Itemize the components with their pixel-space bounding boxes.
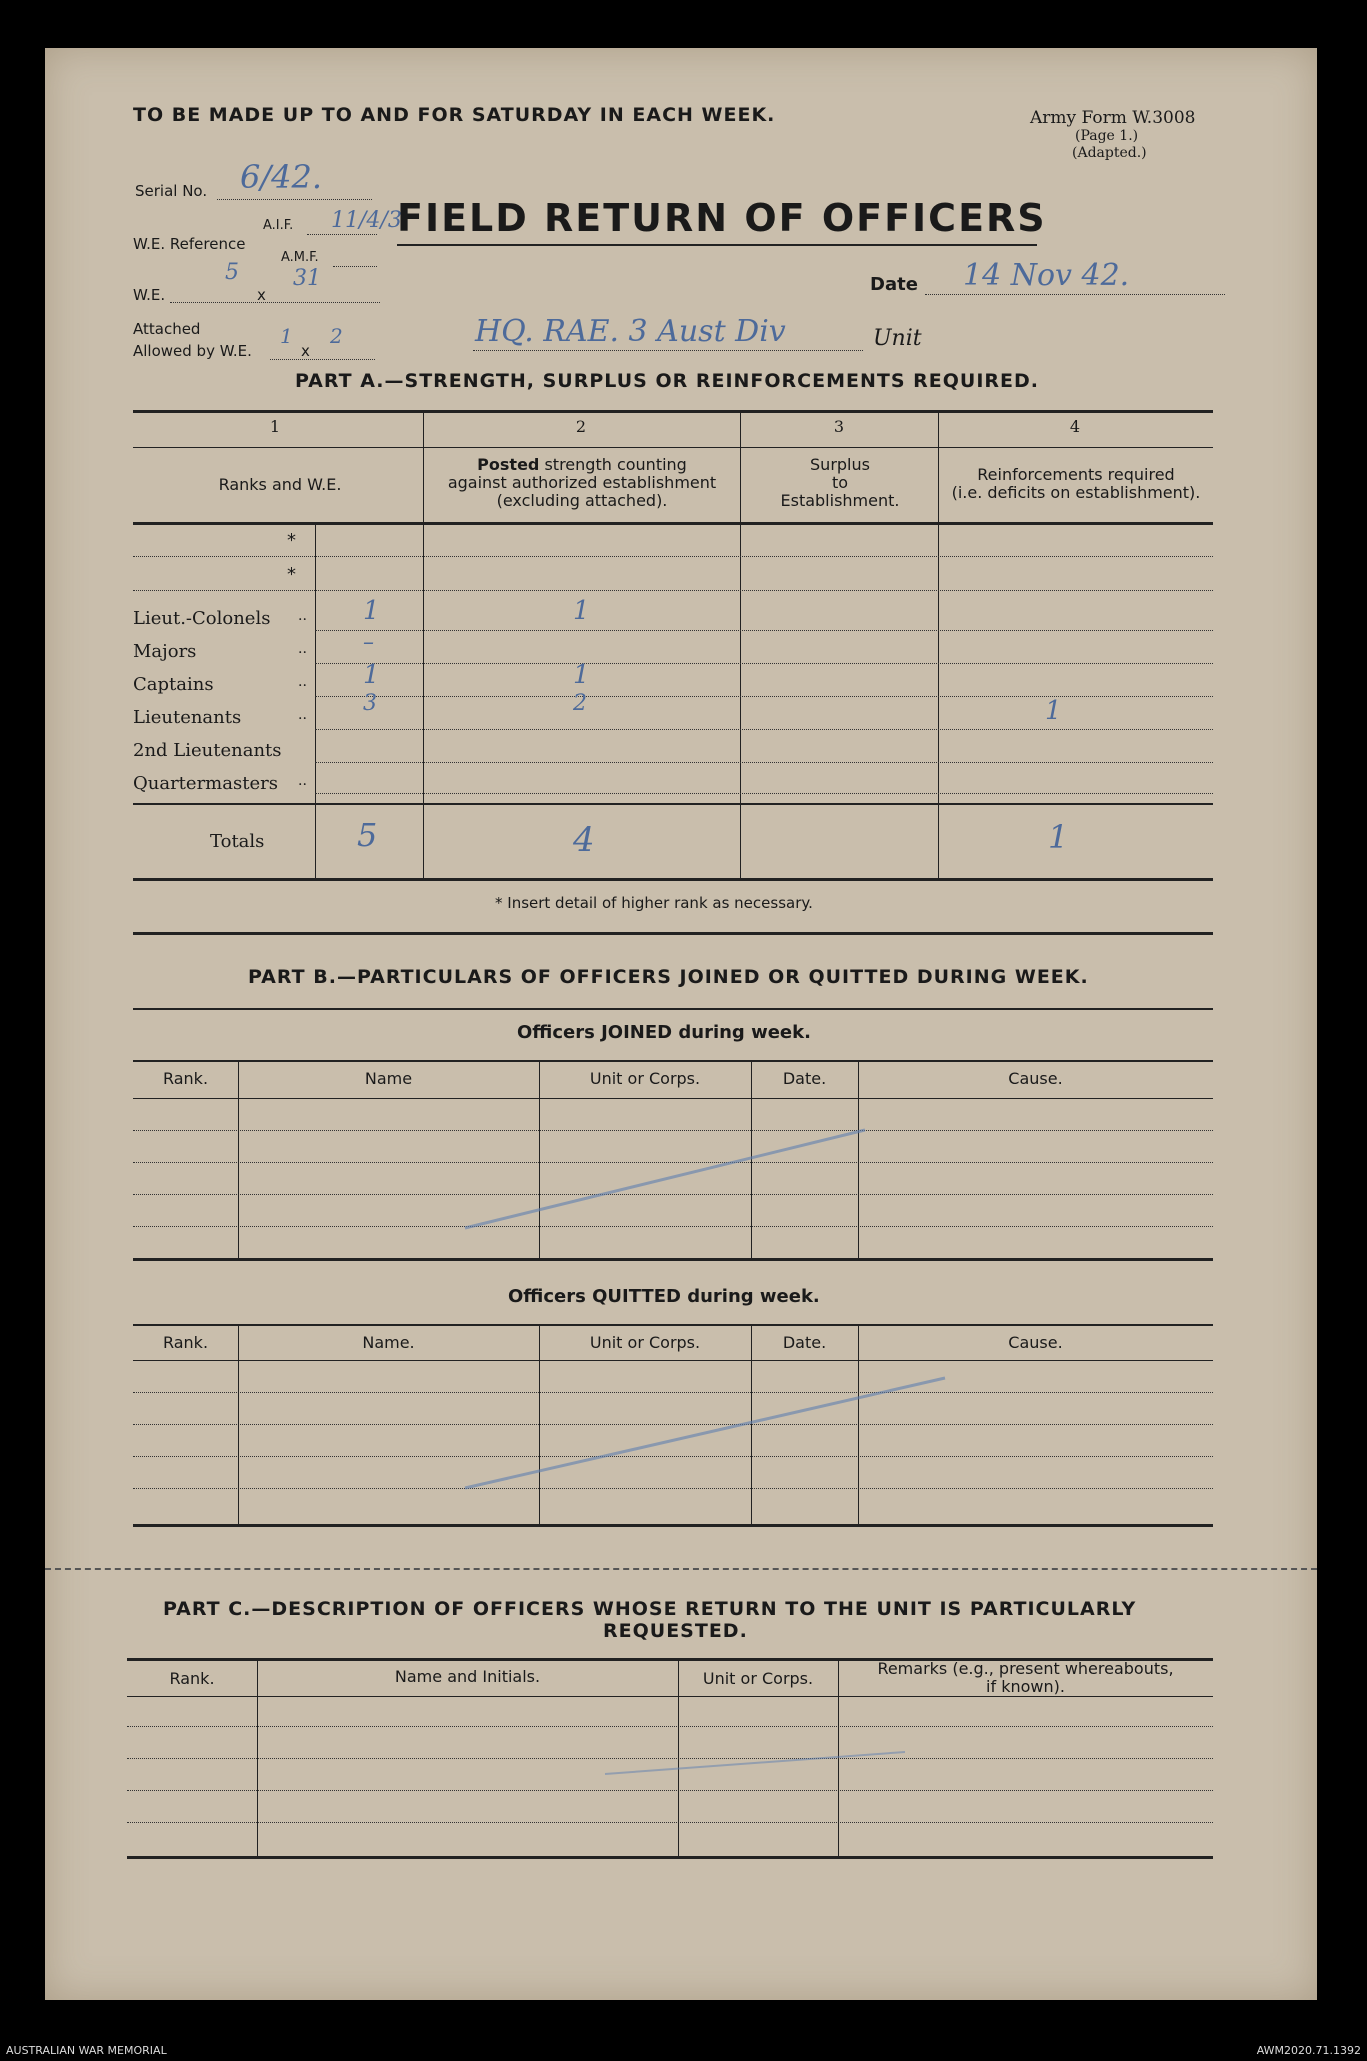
footer-id: AWM2020.71.1392: [1256, 2044, 1361, 2057]
rank-captains: Captains: [133, 674, 214, 695]
joined-title: Officers JOINED during week.: [517, 1022, 811, 1043]
part-c-title-1: PART C.—DESCRIPTION OF OFFICERS WHOSE RETURN TO THE UNIT IS PARTICULARLY: [163, 1598, 1137, 1620]
amf-label: A.M.F.: [281, 250, 319, 265]
joined-col-name: Name: [364, 1069, 413, 1088]
rank-2nd-lieutenants: 2nd Lieutenants: [133, 740, 282, 761]
pencil-strikes: [45, 48, 1317, 2000]
col-number-4: 4: [1069, 417, 1081, 436]
surplus-text-1: Surplus: [810, 455, 870, 474]
col-number-1: 1: [269, 417, 281, 436]
reinf-text-1: Reinforcements required: [977, 465, 1175, 484]
serial-label: Serial No.: [135, 182, 208, 200]
star-row-2: *: [287, 564, 296, 585]
we-value-a: 5: [225, 260, 239, 285]
reinf-lieutenants: 1: [1045, 696, 1062, 726]
part-a-footnote: * Insert detail of higher rank as necessary.: [495, 894, 813, 912]
posted-bold: Posted: [477, 455, 540, 474]
quitted-strike: [465, 1378, 945, 1488]
dots-4: ..: [298, 707, 307, 723]
allowed-label: Allowed by W.E.: [133, 342, 252, 360]
surplus-text-3: Establishment.: [780, 491, 900, 510]
part-c-col-unit: Unit or Corps.: [702, 1669, 814, 1688]
quitted-col-unit: Unit or Corps.: [589, 1333, 701, 1352]
allowed-value-b: 2: [330, 324, 343, 348]
footer-credit: AUSTRALIAN WAR MEMORIAL: [6, 2044, 167, 2057]
form-id: Army Form W.3008: [1030, 108, 1196, 128]
totals-reinf: 1: [1048, 818, 1069, 856]
part-a-title: PART A.—STRENGTH, SURPLUS OR REINFORCEMENTS REQUIRED.: [295, 370, 1040, 392]
quitted-col-name: Name.: [362, 1333, 415, 1352]
we-x: x: [257, 286, 266, 304]
aif-value: 11/4/3: [331, 208, 402, 233]
totals-posted: 4: [573, 820, 595, 860]
dots-1: ..: [298, 608, 307, 624]
posted-text-1: strength counting: [544, 455, 687, 474]
we-label: W.E.: [133, 286, 166, 304]
part-b-title: PART B.—PARTICULARS OF OFFICERS JOINED OR QUITTED DURING WEEK.: [248, 966, 1089, 988]
unit-value: HQ. RAE. 3 Aust Div: [475, 314, 786, 349]
quitted-title: Officers QUITTED during week.: [508, 1286, 820, 1307]
part-c-col-rank: Rank.: [169, 1669, 215, 1688]
we-majors: –: [363, 630, 374, 655]
form-page: (Page 1.): [1075, 128, 1139, 144]
quitted-col-rank: Rank.: [162, 1333, 209, 1352]
joined-col-rank: Rank.: [162, 1069, 209, 1088]
posted-lt-col: 1: [573, 596, 590, 626]
joined-col-unit: Unit or Corps.: [589, 1069, 701, 1088]
col-header-ranks: Ranks and W.E.: [218, 475, 342, 494]
totals-we: 5: [357, 816, 378, 854]
joined-col-cause: Cause.: [1008, 1069, 1063, 1088]
surplus-text-2: to: [831, 473, 849, 492]
remarks-text-1: Remarks (e.g., present whereabouts,: [877, 1659, 1174, 1678]
posted-captains: 1: [573, 660, 590, 690]
part-c-col-name: Name and Initials.: [394, 1667, 541, 1686]
dots-2: ..: [298, 641, 307, 657]
col-number-2: 2: [575, 417, 587, 436]
form-title: FIELD RETURN OF OFFICERS: [397, 196, 1047, 240]
unit-label: Unit: [873, 326, 922, 351]
serial-value: 6/42.: [240, 158, 323, 196]
attached-label: Attached: [133, 320, 201, 338]
dots-6: ..: [298, 773, 307, 789]
rank-lt-col: Lieut.-Colonels: [133, 608, 271, 629]
allowed-value-a: 1: [280, 324, 293, 348]
rank-majors: Majors: [133, 641, 197, 662]
joined-strike: [465, 1130, 865, 1228]
form-adapted: (Adapted.): [1072, 145, 1147, 161]
we-ref-label: W.E. Reference: [133, 235, 246, 253]
star-row-1: *: [287, 530, 296, 551]
joined-col-date: Date.: [782, 1069, 827, 1088]
part-c-title-2: REQUESTED.: [603, 1620, 748, 1642]
posted-lieutenants: 2: [573, 691, 587, 716]
reinf-text-2: (i.e. deficits on establishment).: [951, 483, 1201, 502]
remarks-text-2: if known).: [986, 1677, 1065, 1696]
aif-label: A.I.F.: [263, 218, 294, 233]
allowed-x: x: [301, 342, 310, 360]
totals-label: Totals: [210, 831, 265, 852]
we-value-b: 31: [293, 266, 321, 291]
quitted-col-date: Date.: [782, 1333, 827, 1352]
posted-text-3: (excluding attached).: [496, 491, 668, 510]
we-lt-col: 1: [363, 596, 380, 626]
instruction-text: TO BE MADE UP TO AND FOR SATURDAY IN EACH WEEK.: [133, 104, 776, 126]
posted-text-2: against authorized establishment: [447, 473, 717, 492]
rank-quartermasters: Quartermasters: [133, 773, 278, 794]
date-value: 14 Nov 42.: [963, 258, 1130, 293]
part-c-strike: [605, 1752, 905, 1774]
rank-lieutenants: Lieutenants: [133, 707, 242, 728]
quitted-col-cause: Cause.: [1008, 1333, 1063, 1352]
date-label: Date: [870, 274, 918, 295]
col-number-3: 3: [833, 417, 845, 436]
we-captains: 1: [363, 660, 380, 690]
form-sheet: [45, 48, 1317, 2000]
dots-3: ..: [298, 674, 307, 690]
we-lieutenants: 3: [363, 691, 377, 716]
